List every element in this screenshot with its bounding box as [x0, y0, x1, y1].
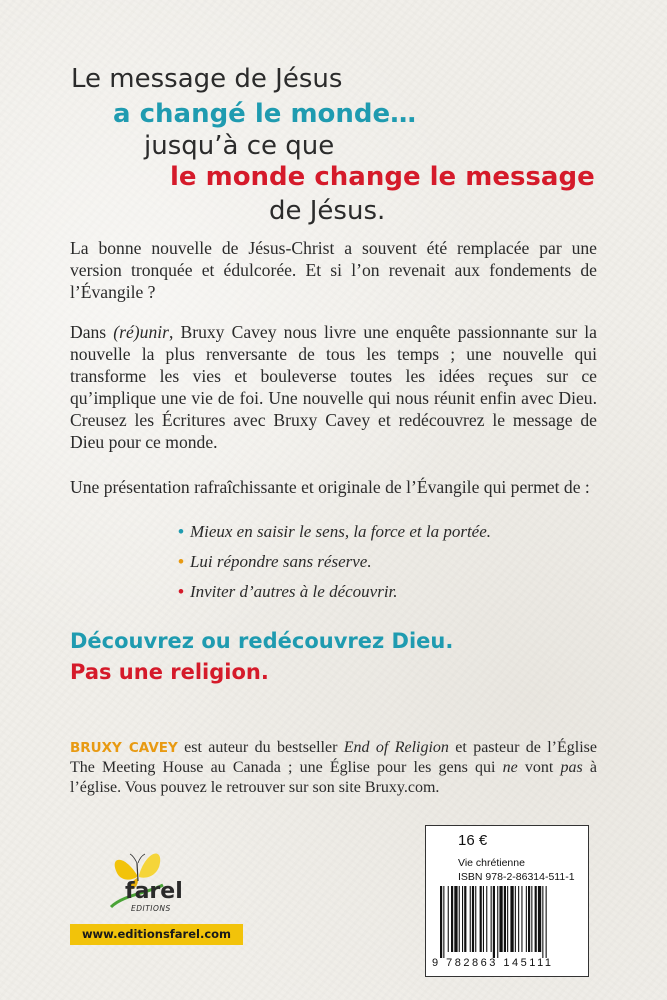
- barcode-bar: [538, 886, 541, 952]
- barcode-bar: [521, 886, 522, 952]
- logo-wordmark: farel: [125, 879, 183, 904]
- barcode-bar: [515, 886, 516, 952]
- barcode-bar: [504, 886, 506, 952]
- barcode-number: 9 782863 145111: [432, 957, 554, 969]
- barcode-bar: [497, 886, 498, 958]
- barcode-bar: [454, 886, 457, 952]
- benefit-item: [178, 521, 491, 543]
- benefit-text: Mieux en saisir le sens, la force et la portée.: [189, 522, 492, 541]
- genre-label: Vie chrétienne: [458, 857, 525, 869]
- bullet-dot-icon: •: [178, 522, 184, 541]
- cta-line-2: Pas une religion.: [70, 660, 269, 684]
- barcode-bar: [510, 886, 513, 952]
- barcode-bar: [526, 886, 527, 952]
- barcode-bar: [542, 886, 543, 958]
- barcode-bar: [499, 886, 502, 952]
- author-bio: [70, 738, 597, 798]
- presentation-text: Une présentation rafraîchissante et originale de l’Évangile qui permet de :: [70, 477, 590, 497]
- barcode-bar: [470, 886, 471, 952]
- barcode-bar: [531, 886, 532, 952]
- barcode-bar: [528, 886, 530, 952]
- intro-text: La bonne nouvelle de Jésus-Christ a souvent été remplacée par une version tronquée et édulcorée. Et si l’on revenait aux fondements de l’Évangile ?: [70, 238, 597, 302]
- barcode-bar: [440, 886, 442, 958]
- benefit-item: [178, 551, 491, 573]
- author-text: vont: [517, 759, 561, 776]
- barcode-bar: [518, 886, 519, 952]
- isbn-label: ISBN 978-2-86314-511-1: [458, 871, 575, 883]
- description-rest: , Bruxy Cavey nous livre une enquête passionnante sur la nouvelle la plus renversante de tous les temps ; une nouvelle qui transforme les vies et bouleverse toutes les idées reçues sur ce qu’implique une vie de foi. Une nouvelle qui nous réunit enfin avec Dieu. Creusez les Écritures avec Bruxy Cavey et redécouvrez le message de Dieu pour ce monde.: [70, 322, 597, 452]
- price: 16 €: [458, 832, 488, 849]
- author-text: et pasteur de l’Église The Meeting House au Canada ; une Église pour les gens qui: [70, 739, 597, 776]
- intro-paragraph: [70, 237, 597, 303]
- headline-line-1: Le message de Jésus: [71, 64, 343, 94]
- barcode-bar: [486, 886, 487, 952]
- headline-line-3: jusqu’à ce que: [144, 131, 335, 161]
- barcode-bar: [535, 886, 537, 952]
- headline-line-5: de Jésus.: [269, 196, 386, 226]
- barcode-bar: [472, 886, 474, 952]
- benefit-text: Inviter d’autres à le découvrir.: [189, 582, 398, 601]
- logo-subtitle: EDITIONS: [131, 904, 171, 913]
- barcode-bar: [507, 886, 508, 952]
- author-emphasis: ne: [502, 759, 518, 776]
- cta-line-1: Découvrez ou redécouvrez Dieu.: [70, 629, 454, 653]
- presentation-paragraph: [70, 476, 597, 498]
- bullet-dot-icon: •: [178, 582, 184, 601]
- description-prefix: Dans: [70, 322, 114, 342]
- author-emphasis: pas: [560, 759, 583, 776]
- benefit-list: [178, 521, 491, 611]
- barcode-bar: [493, 886, 495, 958]
- barcode-bar: [448, 886, 449, 952]
- headline-line-2: a changé le monde…: [113, 99, 417, 129]
- bullet-dot-icon: •: [178, 552, 184, 571]
- barcode-graphic: [440, 886, 576, 958]
- barcode-bar: [462, 886, 463, 952]
- barcode-bar: [464, 886, 466, 952]
- barcode-bar: [491, 886, 492, 952]
- benefit-text: Lui répondre sans réserve.: [189, 552, 372, 571]
- barcode-bar: [480, 886, 482, 952]
- author-book-title: End of Religion: [343, 739, 449, 756]
- barcode-bar: [443, 886, 444, 958]
- barcode-bar: [451, 886, 453, 952]
- publisher-website-link[interactable]: www.editionsfarel.com: [70, 924, 243, 945]
- barcode-bar: [546, 886, 547, 958]
- barcode-block: [425, 825, 589, 977]
- publisher-logo: [103, 845, 193, 915]
- barcode-bar: [483, 886, 484, 952]
- benefit-item: [178, 581, 491, 603]
- description-text: [70, 321, 597, 453]
- author-text: à l’église. Vous pouvez le retrouver sur son site Bruxy.com.: [70, 759, 597, 796]
- author-text: est auteur du bestseller: [177, 739, 344, 756]
- barcode-bar: [459, 886, 460, 952]
- description-paragraph: [70, 321, 597, 453]
- barcode-bar: [475, 886, 476, 952]
- headline-line-4: le monde change le message: [170, 162, 595, 192]
- author-name: BRUXY CAVEY: [70, 740, 178, 756]
- book-title: (ré)unir: [113, 322, 169, 342]
